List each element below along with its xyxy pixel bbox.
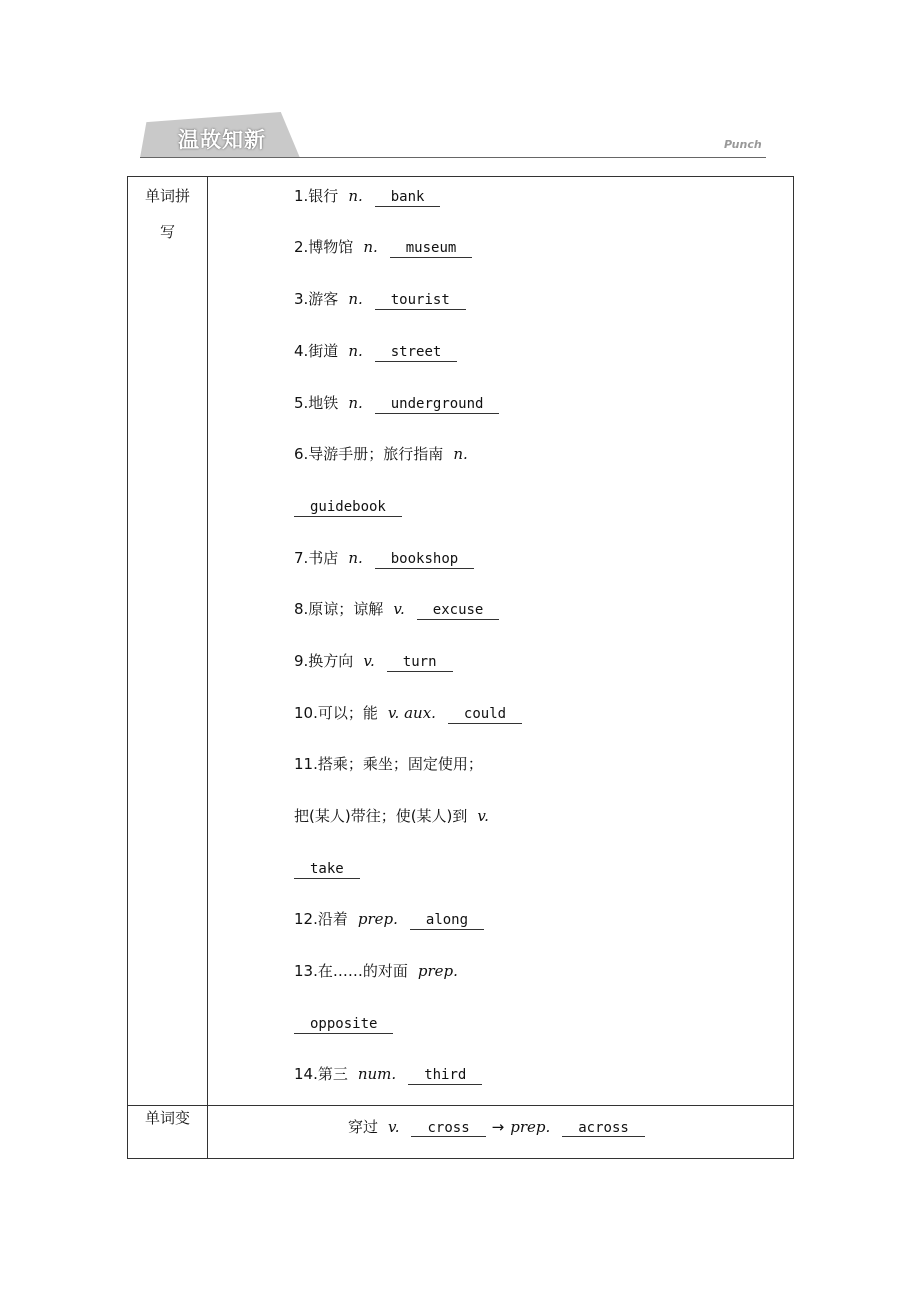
list-item: 4.街道 n. street: [294, 342, 457, 362]
answer-blank: tourist: [375, 291, 466, 310]
page-title: 温故知新: [178, 128, 266, 152]
answer-blank: bookshop: [375, 550, 474, 569]
list-item-answer-line: [294, 1014, 393, 1034]
list-item: 13.在……的对面 prep.: [294, 962, 458, 980]
spelling-items: [208, 177, 794, 1106]
list-item: 9.换方向 v. turn: [294, 652, 453, 672]
list-item: 3.游客 n. tourist: [294, 290, 466, 310]
list-item: 11.搭乘；乘坐；固定使用；: [294, 755, 483, 773]
answer-blank: underground: [375, 395, 500, 414]
list-item: 1.银行 n. bank: [294, 187, 440, 207]
answer-blank: third: [408, 1066, 482, 1085]
table-row-spelling: [128, 177, 794, 1106]
list-item: 5.地铁 n. underground: [294, 394, 499, 414]
answer-blank: could: [448, 705, 522, 724]
list-item: 7.书店 n. bookshop: [294, 549, 474, 569]
table-row-transformation: [128, 1106, 794, 1159]
list-item: 14.第三 num. third: [294, 1065, 482, 1085]
answer-blank: take: [294, 860, 360, 879]
list-item-continued: 把(某人)带往；使(某人)到 v.: [294, 807, 489, 825]
answer-blank: cross: [411, 1120, 485, 1137]
answer-blank: museum: [390, 239, 473, 258]
answer-blank: across: [562, 1120, 645, 1137]
answer-blank: street: [375, 343, 458, 362]
list-item-answer-line: [294, 859, 360, 879]
answer-blank: bank: [375, 188, 441, 207]
list-item: 2.博物馆 n. museum: [294, 238, 472, 258]
transformation-cell: [208, 1106, 794, 1159]
answer-blank: excuse: [417, 601, 500, 620]
transformation-line: 穿过 v. cross → prep. across: [348, 1116, 645, 1137]
vocab-table: [127, 176, 794, 1159]
list-item: 8.原谅；谅解 v. excuse: [294, 600, 499, 620]
arrow-right-icon: →: [491, 1118, 505, 1136]
header-rule: [140, 157, 766, 158]
answer-blank: along: [410, 911, 484, 930]
section-label-transformation: 单词变: [128, 1106, 208, 1159]
list-item-answer-line: [294, 497, 402, 517]
answer-blank: turn: [387, 653, 453, 672]
answer-blank: guidebook: [294, 498, 402, 517]
list-item: 12.沿着 prep. along: [294, 910, 484, 930]
list-item: 10.可以；能 v. aux. could: [294, 704, 522, 724]
brand-label: Punch: [724, 138, 762, 151]
answer-blank: opposite: [294, 1015, 393, 1034]
list-item: 6.导游手册；旅行指南 n.: [294, 445, 468, 463]
section-label-spelling: 单词拼写: [128, 177, 208, 1106]
header-banner: [140, 112, 300, 158]
